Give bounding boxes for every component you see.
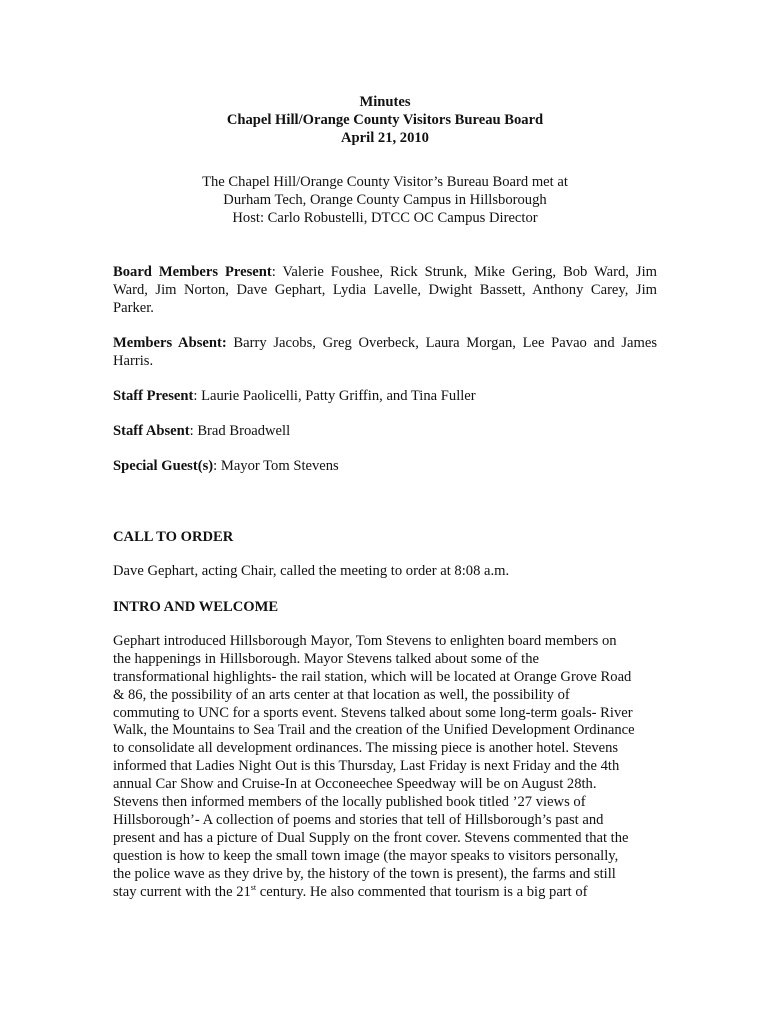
intro-line: the police wave as they drive by, the history of the town is present), the farms and still <box>113 865 616 882</box>
staff-present <box>113 387 657 405</box>
document-page <box>113 93 657 902</box>
header-organization: Chapel Hill/Orange County Visitors Bureau Board <box>226 112 544 128</box>
call-to-order-heading: CALL TO ORDER <box>113 529 234 545</box>
staff-absent <box>113 422 657 440</box>
intro-line: Walk, the Mountains to Sea Trail and the creation of the Unified Development Ordinance <box>113 722 635 739</box>
special-guests-value: : Mayor Tom Stevens <box>213 458 339 474</box>
intro-line-last <box>113 884 657 902</box>
call-to-order-text: Dave Gephart, acting Chair, called the meeting to order at 8:08 a.m. <box>113 563 510 579</box>
intro-last-before: stay current with the 21 <box>113 883 251 900</box>
board-members-present-label: Board Members Present <box>113 264 272 280</box>
staff-absent-label: Staff Absent <box>113 423 190 439</box>
board-members-present <box>113 263 657 317</box>
intro-line: Hillsborough’- A collection of poems and stories that tell of Hillsborough’s past and <box>113 811 604 828</box>
special-guests-label: Special Guest(s) <box>113 458 214 474</box>
members-absent <box>113 334 657 370</box>
intro-line: commuting to UNC for a sports event. Stevens talked about some long-term goals- River <box>113 704 633 721</box>
staff-absent-value: : Brad Broadwell <box>189 423 291 439</box>
document-header <box>113 93 657 147</box>
members-absent-label: Members Absent: <box>113 335 227 351</box>
intro-welcome-heading: INTRO AND WELCOME <box>113 598 279 615</box>
ordinal-suffix: st <box>250 882 257 892</box>
intro-line: to consolidate all development ordinances. The missing piece is another hotel. Stevens <box>113 740 619 757</box>
members-absent-value: Barry Jacobs, Greg Overbeck, Laura Morgan, Lee Pavao and James Harris. <box>113 335 657 369</box>
staff-present-label: Staff Present <box>113 388 194 404</box>
board-members-present-value: : Valerie Foushee, Rick Strunk, Mike Gering, Bob Ward, Jim Ward, Jim Norton, Dave Gephart, Lydia Lavelle, Dwight Bassett, Anthony Carey, Jim Parker. <box>113 264 657 316</box>
staff-present-value: : Laurie Paolicelli, Patty Griffin, and Tina Fuller <box>193 388 476 404</box>
intro-line: Stevens then informed members of the locally published book titled ’27 views of <box>113 794 586 811</box>
intro-last-after: century. He also commented that tourism is a big part of <box>256 883 588 900</box>
intro-line: informed that Ladies Night Out is this Thursday, Last Friday is next Friday and the 4th <box>113 758 620 775</box>
meeting-info-line-1: The Chapel Hill/Orange County Visitor’s Bureau Board met at <box>202 174 568 190</box>
intro-line: transformational highlights- the rail station, which will be located at Orange Grove Road <box>113 668 632 685</box>
meeting-info <box>113 173 657 227</box>
intro-line: the happenings in Hillsborough. Mayor Stevens talked about some of the <box>113 650 539 667</box>
intro-line: Gephart introduced Hillsborough Mayor, Tom Stevens to enlighten board members on <box>113 632 617 649</box>
header-minutes: Minutes <box>359 94 411 110</box>
intro-line: & 86, the possibility of an arts center at that location as well, the possibility of <box>113 686 570 703</box>
header-date: April 21, 2010 <box>341 130 429 146</box>
intro-welcome-paragraph <box>113 633 657 902</box>
intro-line: annual Car Show and Cruise-In at Occoneechee Speedway will be on August 28th. <box>113 776 597 793</box>
meeting-info-line-2: Durham Tech, Orange County Campus in Hillsborough <box>223 192 547 208</box>
special-guests <box>113 457 657 475</box>
intro-line: question is how to keep the small town image (the mayor speaks to visitors personally, <box>113 847 619 864</box>
intro-line: present and has a picture of Dual Supply on the front cover. Stevens commented that the <box>113 829 629 846</box>
meeting-info-line-3: Host: Carlo Robustelli, DTCC OC Campus Director <box>232 210 538 226</box>
